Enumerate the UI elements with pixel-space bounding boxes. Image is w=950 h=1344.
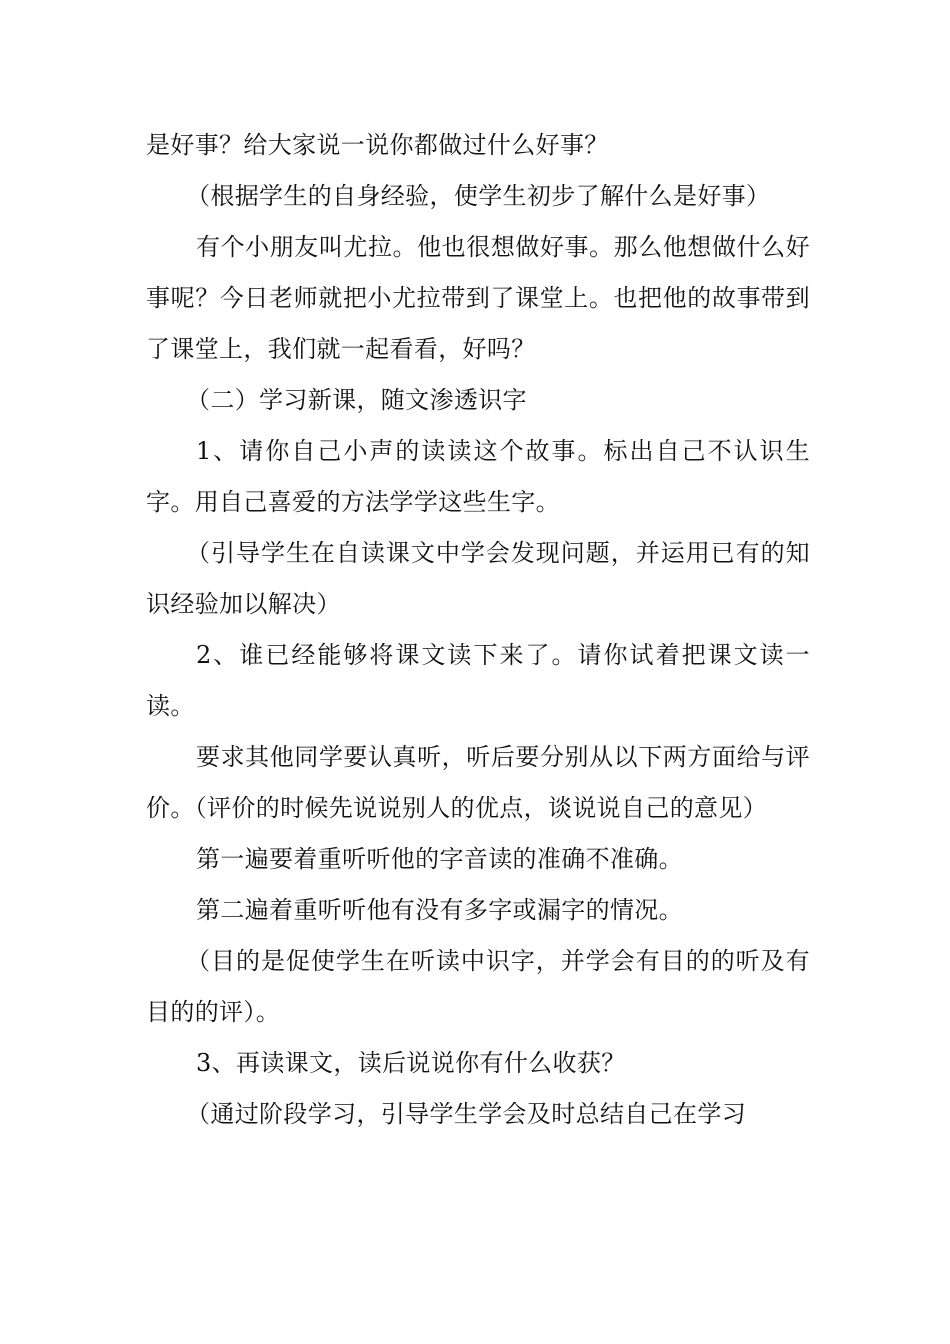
paragraph-note-1: （引导学生在自读课文中学会发现问题，并运用已有的知识经验加以解决） [146, 539, 810, 618]
paragraph-2: （根据学生的自身经验，使学生初步了解什么是好事） [186, 182, 771, 210]
section-heading-2: （二）学习新课，随文渗透识字 [186, 386, 527, 414]
paragraph-note-3: （通过阶段学习，引导学生学会及时总结自己在学习 [186, 1100, 747, 1128]
paragraph-note-2: （目的是促使学生在听读中识字，并学会有目的的听及有目的的评）。 [146, 947, 810, 1026]
document-body [146, 120, 810, 1140]
paragraph-requirement: 要求其他同学要认真听，听后要分别从以下两方面给与评价。（评价的时候先说说别人的优点，谈说说自己的意见） [146, 743, 810, 822]
paragraph-second-pass: 第二遍着重听听他有没有多字或漏字的情况。 [196, 896, 683, 924]
paragraph-3: 有个小朋友叫尤拉。他也很想做好事。那么他想做什么好事呢？今日老师就把小尤拉带到了课堂上。也把他的故事带到了课堂上，我们就一起看看，好吗？ [146, 233, 810, 363]
paragraph-first-pass: 第一遍要着重听听他的字音读的准确不准确。 [196, 845, 683, 873]
paragraph-step-2: 2、谁已经能够将课文读下来了。请你试着把课文读一读。 [146, 641, 810, 720]
paragraph-1: 是好事？给大家说一说你都做过什么好事？ [146, 131, 609, 159]
paragraph-step-1: 1、请你自己小声的读读这个故事。标出自己不认识生字。用自己喜爱的方法学学这些生字。 [146, 437, 810, 516]
paragraph-step-3: 3、再读课文，读后说说你有什么收获？ [196, 1049, 626, 1077]
